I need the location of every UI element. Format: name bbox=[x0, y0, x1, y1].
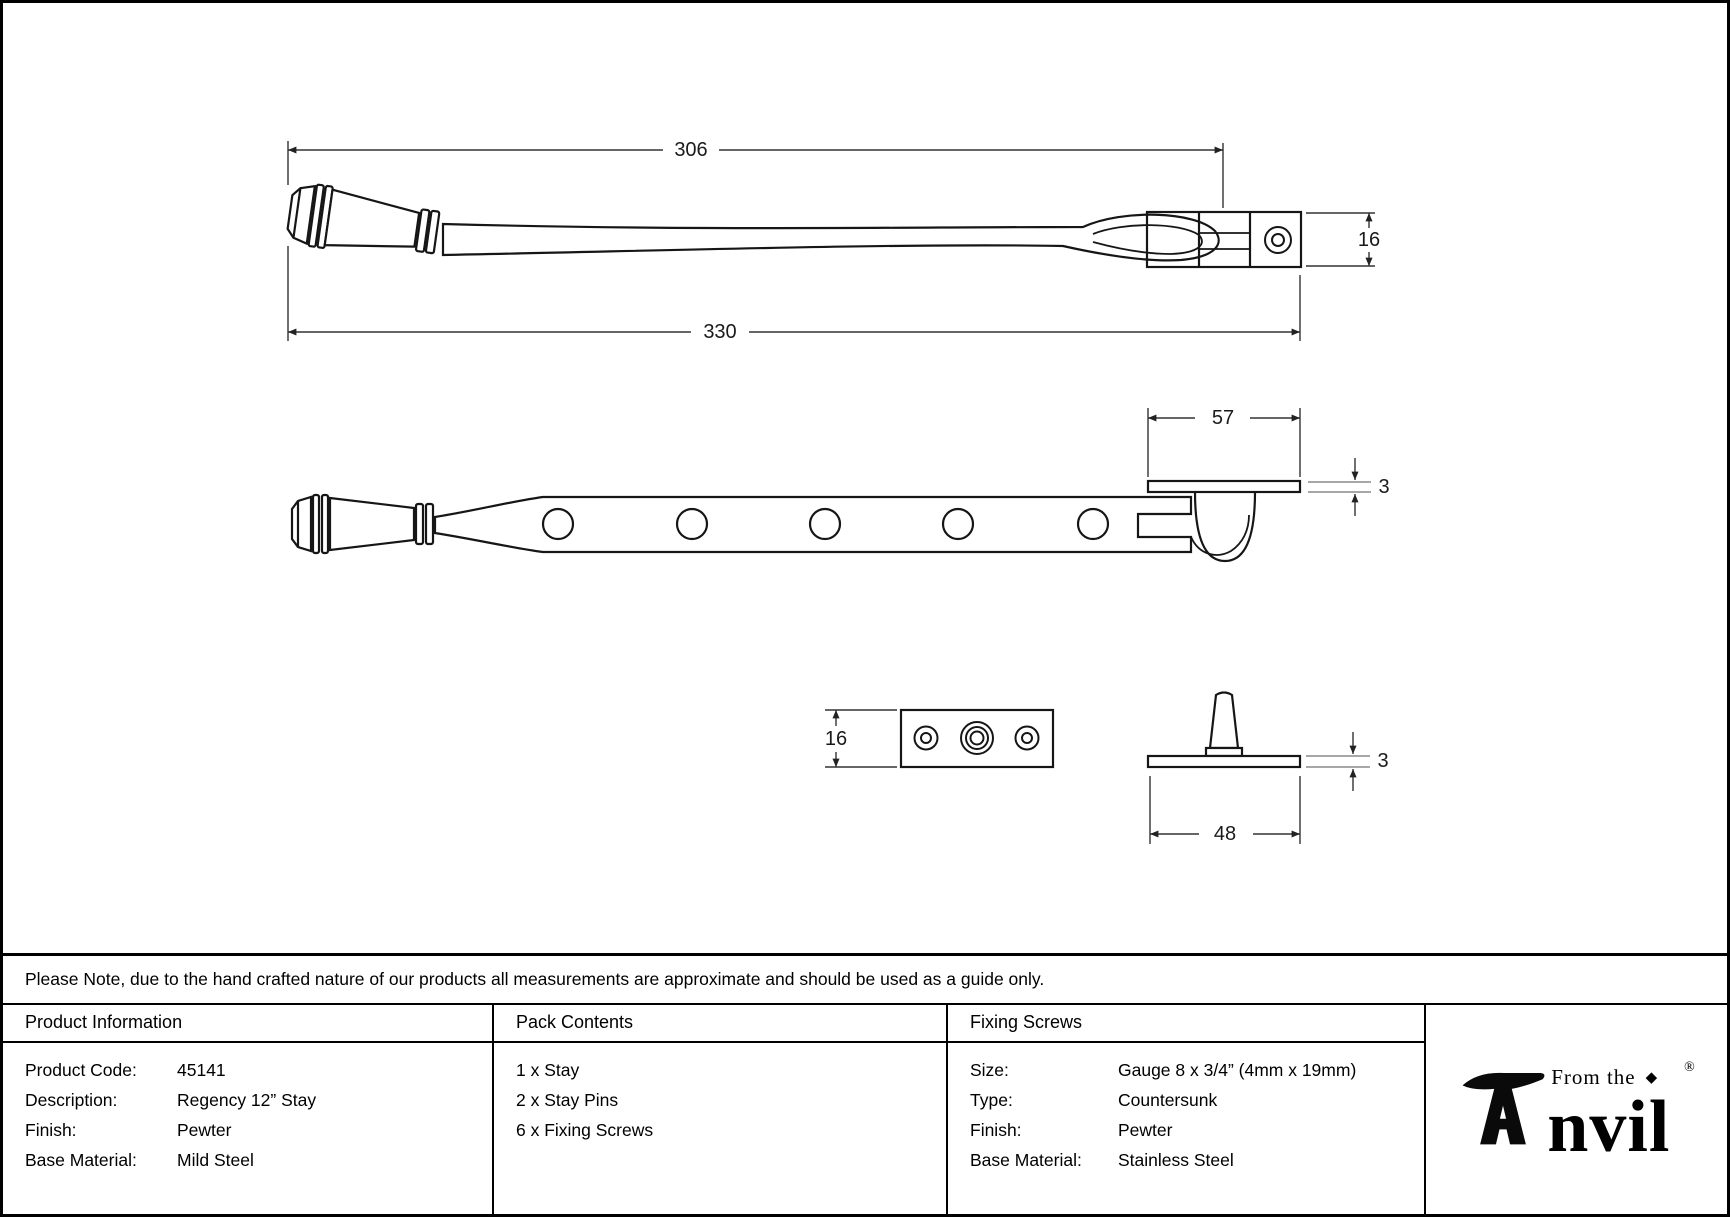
row-label: Finish: bbox=[25, 1120, 77, 1140]
pack-contents-body bbox=[494, 1043, 948, 1214]
row-value: Pewter bbox=[177, 1120, 232, 1140]
logo-word: nvil bbox=[1547, 1085, 1671, 1168]
dimension-label-16-bracket: 16 bbox=[1357, 229, 1381, 251]
row-label: Description: bbox=[25, 1090, 118, 1110]
pack-contents-header: Pack Contents bbox=[494, 1005, 948, 1043]
table-row bbox=[970, 1055, 1424, 1085]
dimension-306 bbox=[288, 139, 1223, 208]
table-row bbox=[25, 1145, 492, 1175]
from-the-anvil-logo bbox=[1457, 1059, 1696, 1168]
table-row bbox=[970, 1145, 1424, 1175]
table-row bbox=[25, 1085, 492, 1115]
pin-cone bbox=[1210, 693, 1238, 749]
row-value: 45141 bbox=[177, 1060, 226, 1080]
row-label: Product Code: bbox=[25, 1060, 137, 1080]
technical-drawing bbox=[3, 3, 1727, 953]
dimension-label-3-keeper: 3 bbox=[1378, 476, 1390, 498]
dimension-label-16-plate: 16 bbox=[824, 728, 848, 750]
stay-handle-side bbox=[286, 181, 441, 263]
bar-hole bbox=[677, 509, 707, 539]
row-label: Base Material: bbox=[970, 1150, 1082, 1170]
dimension-label-306: 306 bbox=[674, 139, 708, 161]
dimension-3-keeper bbox=[1308, 458, 1390, 516]
keeper-plate-edge bbox=[1148, 481, 1300, 492]
dimension-label-48: 48 bbox=[1213, 823, 1237, 845]
measurement-note-text: Please Note, due to the hand crafted nature of our products all measurements are approximate and should be used as a guide only. bbox=[25, 969, 1045, 989]
table-row bbox=[970, 1115, 1424, 1145]
stay-handle-plan bbox=[292, 495, 433, 553]
pin-base bbox=[1148, 756, 1300, 767]
bar-hole bbox=[943, 509, 973, 539]
table-row bbox=[25, 1055, 492, 1085]
product-info-table bbox=[3, 1005, 1727, 1214]
dimension-label-57: 57 bbox=[1211, 407, 1235, 429]
keeper-plate-front bbox=[901, 710, 1053, 767]
row-value: Stainless Steel bbox=[1118, 1150, 1234, 1170]
keeper-dome bbox=[1195, 492, 1255, 561]
bar-hole bbox=[543, 509, 573, 539]
list-item: 1 x Stay bbox=[516, 1060, 580, 1080]
dimension-3-pin bbox=[1306, 732, 1389, 791]
row-label: Size: bbox=[970, 1060, 1009, 1080]
row-value: Pewter bbox=[1118, 1120, 1173, 1140]
stay-plan-view bbox=[292, 481, 1300, 561]
pin-collar bbox=[1206, 748, 1242, 756]
list-item: 6 x Fixing Screws bbox=[516, 1120, 654, 1140]
dimension-16-bracket bbox=[1306, 213, 1380, 266]
dimension-label-330: 330 bbox=[703, 321, 737, 343]
list-item: 2 x Stay Pins bbox=[516, 1090, 619, 1110]
stay-side-view bbox=[286, 181, 1301, 267]
brand-logo-cell bbox=[1426, 1005, 1727, 1214]
row-label: Type: bbox=[970, 1090, 1013, 1110]
fixing-screws-body bbox=[948, 1043, 1426, 1214]
logo-diamond-icon: ◆ bbox=[1645, 1069, 1659, 1086]
row-value: Gauge 8 x 3/4” (4mm x 19mm) bbox=[1118, 1060, 1357, 1080]
table-row bbox=[25, 1115, 492, 1145]
row-value: Mild Steel bbox=[177, 1150, 254, 1170]
dimension-57 bbox=[1148, 407, 1300, 477]
row-value: Regency 12” Stay bbox=[177, 1090, 317, 1110]
bar-hole bbox=[810, 509, 840, 539]
stay-pin-view bbox=[1148, 693, 1300, 768]
product-information-header: Product Information bbox=[3, 1005, 494, 1043]
row-label: Finish: bbox=[970, 1120, 1022, 1140]
stay-arm-side bbox=[443, 215, 1219, 261]
bar-hole bbox=[1078, 509, 1108, 539]
product-information-body bbox=[3, 1043, 494, 1214]
fixing-screws-header: Fixing Screws bbox=[948, 1005, 1426, 1043]
registered-trademark-icon: ® bbox=[1684, 1059, 1696, 1075]
dimension-16-plate bbox=[825, 710, 897, 767]
row-label: Base Material: bbox=[25, 1150, 137, 1170]
logo-text bbox=[1547, 1059, 1696, 1168]
dimension-label-3-pin: 3 bbox=[1377, 750, 1389, 772]
dimension-48 bbox=[1150, 776, 1300, 845]
anvil-icon bbox=[1457, 1066, 1549, 1154]
row-value: Countersunk bbox=[1118, 1090, 1218, 1110]
table-row bbox=[970, 1085, 1424, 1115]
measurement-note bbox=[3, 953, 1727, 1005]
logo-from-the: From the bbox=[1551, 1064, 1636, 1089]
